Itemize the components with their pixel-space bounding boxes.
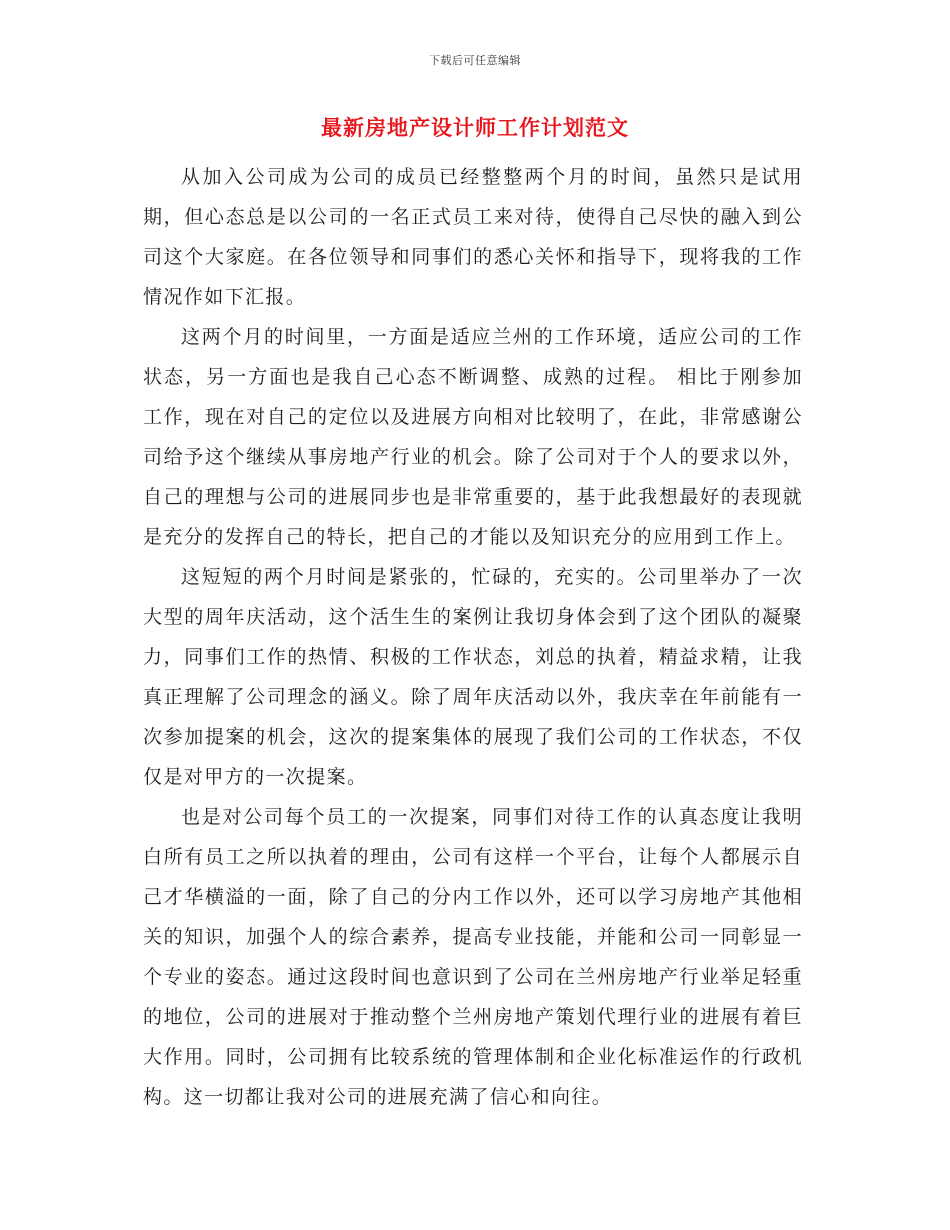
header-note: 下载后可任意编辑 — [429, 54, 521, 67]
paragraph-4: 也是对公司每个员工的一次提案，同事们对待工作的认真态度让我明白所有员工之所以执着的理由，公司有这样一个平台，让每个人都展示自己才华横溢的一面，除了自己的分内工作以外，还可以学习房地产其他相关的知识，加强个人的综合素养，提高专业技能，并能和公司一同彰显一个专业的姿态。通过这段时间也意识到了公司在兰州房地产行业举足轻重的地位，公司的进展对于推动整个兰州房地产策划代理行业的进展有着巨大作用。同时，公司拥有比较系统的管理体制和企业化标准运作的行政机构。这一切都让我对公司的进展充满了信心和向往。 — [143, 806, 803, 1108]
document-body — [143, 157, 803, 1117]
document-title: 最新房地产设计师工作计划范文 — [321, 115, 629, 140]
paragraph-3: 这短短的两个月时间是紧张的，忙碌的，充实的。公司里举办了一次大型的周年庆活动，这个活生生的案例让我切身体会到了这个团队的凝聚力，同事们工作的热情、积极的工作状态，刘总的执着，精益求精，让我真正理解了公司理念的涵义。除了周年庆活动以外，我庆幸在年前能有一次参加提案的机会，这次的提案集体的展现了我们公司的工作状态，不仅仅是对甲方的一次提案。 — [143, 566, 803, 788]
paragraph-2: 这两个月的时间里，一方面是适应兰州的工作环境，适应公司的工作状态，另一方面也是我自己心态不断调整、成熟的过程。 相比于刚参加工作，现在对自己的定位以及进展方向相对比较明了，在此，非常感谢公司给予这个继续从事房地产行业的机会。除了公司对于个人的要求以外，自己的理想与公司的进展同步也是非常重要的，基于此我想最好的表现就是充分的发挥自己的特长，把自己的才能以及知识充分的应用到工作上。 — [143, 326, 803, 548]
paragraph-1: 从加入公司成为公司的成员已经整整两个月的时间，虽然只是试用期，但心态总是以公司的一名正式员工来对待，使得自己尽快的融入到公司这个大家庭。在各位领导和同事们的悉心关怀和指导下，现将我的工作情况作如下汇报。 — [143, 166, 803, 308]
